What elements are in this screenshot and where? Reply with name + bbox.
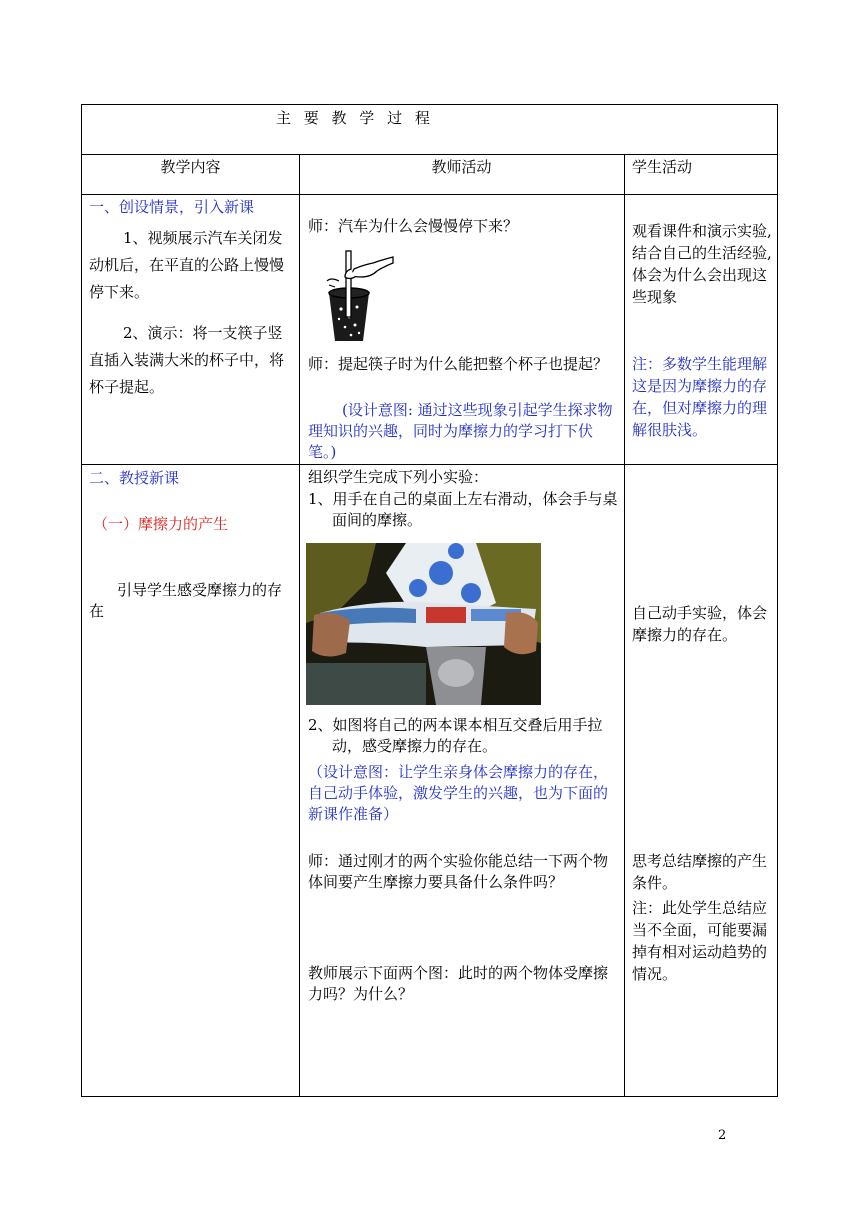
header-student: 学生活动	[632, 158, 693, 176]
section1-content-p1: 1、视频展示汽车关闭发动机后，在平直的公路上慢慢停下来。	[89, 229, 285, 301]
column-divider	[624, 154, 625, 1096]
teacher-question-figures: 教师展示下面两个图：此时的两个物体受摩擦力吗？为什么？	[308, 964, 609, 1003]
teacher-design-intent-2: （设计意图：让学生亲身体会摩擦力的存在，自己动手体验，激发学生的兴趣，也为下面的新课作准备）	[308, 763, 609, 823]
teacher-question-chopstick: 师：提起筷子时为什么能把整个杯子也提起？	[308, 355, 609, 373]
student-observe: 观看课件和演示实验,结合自己的生活经验,体会为什么会出现这些现象	[632, 222, 772, 306]
teacher-organize: 组织学生完成下列小实验：	[308, 468, 489, 486]
books-friction-photo	[306, 543, 541, 705]
student-experiment: 自己动手实验，体会摩擦力的存在。	[632, 604, 768, 644]
teacher-design-intent-1: (设计意图: 通过这些现象引起学生探求物理知识的兴趣，同时为摩擦力的学习打下伏笔。)	[308, 401, 613, 461]
teacher-experiment-2: 2、如图将自己的两本课本相互交叠后用手拉动，感受摩擦力的存在。	[308, 716, 603, 755]
teacher-question-car: 师：汽车为什么会慢慢停下来？	[308, 217, 519, 235]
section2-subheading: （一）摩擦力的产生	[93, 515, 229, 533]
section1-content-p2: 2、演示：将一支筷子竖直插入装满大米的杯子中，将杯子提起。	[89, 324, 285, 396]
row-divider	[82, 194, 777, 195]
student-summary: 思考总结摩擦的产生条件。	[632, 852, 768, 892]
row-divider	[82, 154, 777, 155]
header-teacher: 教师活动	[431, 158, 492, 176]
section2-guide: 引导学生感受摩擦力的存在	[89, 581, 283, 620]
student-note-1: 注：多数学生能理解这是因为摩擦力的存在，但对摩擦力的理解很肤浅。	[632, 355, 768, 439]
section2-heading: 二、教授新课	[89, 469, 180, 487]
page-number: 2	[718, 1128, 727, 1143]
table-title: 主 要 教 学 过 程	[276, 109, 434, 127]
teacher-experiment-1: 1、用手在自己的桌面上左右滑动，体会手与桌面间的摩擦。	[308, 490, 618, 529]
teacher-question-conditions: 师：通过刚才的两个实验你能总结一下两个物体间要产生摩擦力要具备什么条件吗？	[308, 852, 609, 891]
section1-heading: 一、创设情景，引入新课	[89, 198, 255, 216]
chopstick-rice-cup-illustration	[299, 247, 399, 345]
row-divider	[82, 464, 777, 465]
header-content: 教学内容	[160, 158, 221, 176]
student-note-2: 注：此处学生总结应当不全面，可能要漏掉有相对运动趋势的情况。	[632, 899, 768, 983]
